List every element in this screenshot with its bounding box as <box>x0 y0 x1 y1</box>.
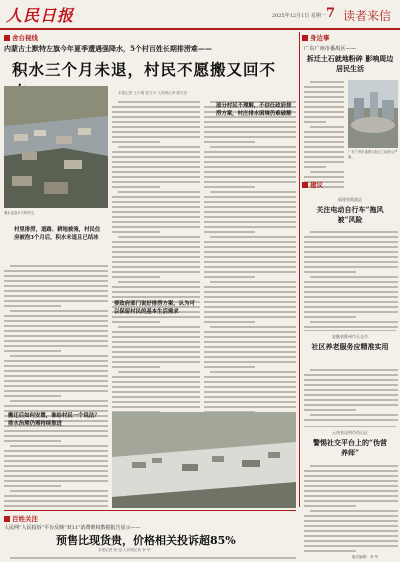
text-line <box>112 196 200 198</box>
text-line <box>4 455 108 457</box>
suggestion-1-headline: 关注电动自行车“拖风被”风险 <box>316 205 384 224</box>
text-line <box>112 121 200 123</box>
text-line <box>112 406 200 408</box>
text-line <box>310 231 398 233</box>
text-line <box>304 301 398 303</box>
text-line <box>10 490 108 492</box>
text-line <box>310 171 344 173</box>
text-line <box>204 336 296 338</box>
text-line <box>4 485 61 487</box>
text-line <box>112 396 200 398</box>
text-line <box>210 281 296 283</box>
text-line <box>112 176 200 178</box>
text-line <box>204 311 296 313</box>
text-line <box>204 321 255 323</box>
text-line <box>204 301 296 303</box>
text-line <box>112 221 200 223</box>
section-square-icon <box>4 516 10 522</box>
text-line <box>210 371 296 373</box>
bottom-body <box>4 554 296 562</box>
text-line <box>310 414 398 416</box>
text-line <box>112 186 160 188</box>
text-line <box>304 146 344 148</box>
text-line <box>4 350 61 352</box>
text-line <box>112 181 200 183</box>
text-line <box>304 409 356 411</box>
suggestion-1-body <box>304 228 398 328</box>
section-label: 建议 <box>310 181 323 189</box>
text-line <box>4 500 108 502</box>
text-line <box>4 475 108 477</box>
sidebar-body-1 <box>304 78 344 188</box>
text-line <box>204 186 255 188</box>
text-line <box>4 495 108 497</box>
text-line <box>304 291 398 293</box>
page-editor-credit: 版式编辑：李 华 <box>352 555 379 559</box>
text-line <box>112 246 200 248</box>
text-line <box>4 390 108 392</box>
text-line <box>304 166 326 168</box>
text-line <box>304 296 398 298</box>
text-line <box>204 346 296 348</box>
text-line <box>204 256 296 258</box>
sidebar-headline-top: 拆迁土石就地粉碎 影响周边居民生活 <box>306 54 394 73</box>
text-line <box>4 275 108 277</box>
text-line <box>204 246 296 248</box>
text-line <box>304 505 356 507</box>
text-line <box>204 241 296 243</box>
text-line <box>204 126 296 128</box>
flood-aerial-photo <box>4 86 108 208</box>
text-line <box>204 341 296 343</box>
text-line <box>304 394 398 396</box>
text-line <box>204 171 296 173</box>
text-line <box>204 406 296 408</box>
suggestion-3-kicker: 云南省昆明市西山区 <box>332 430 368 435</box>
text-line <box>304 384 398 386</box>
text-line <box>204 176 296 178</box>
text-line <box>204 276 255 278</box>
text-line <box>204 386 296 388</box>
subhead-2: 部分村民不理解，不信任政府排涝方案，村庄排水困境仍难破解 <box>216 103 292 117</box>
section-tag-sidebar-top <box>302 33 330 42</box>
page-number: 7 <box>326 6 336 21</box>
text-line <box>210 146 296 148</box>
text-line <box>204 181 296 183</box>
text-line <box>304 121 326 123</box>
text-line <box>204 396 296 398</box>
text-line <box>304 545 398 547</box>
text-line <box>112 351 200 353</box>
text-line <box>204 401 296 403</box>
text-line <box>4 320 108 322</box>
text-line <box>304 306 398 308</box>
text-line <box>112 111 200 113</box>
text-line <box>204 316 296 318</box>
text-line <box>310 465 398 467</box>
text-line <box>204 221 296 223</box>
text-line <box>304 490 398 492</box>
text-line <box>304 495 398 497</box>
text-line <box>4 505 108 507</box>
text-line <box>304 96 344 98</box>
text-line <box>304 266 398 268</box>
bottom-story-divider <box>4 510 296 511</box>
text-line <box>4 280 108 282</box>
text-line <box>304 246 398 248</box>
text-line <box>304 419 398 421</box>
text-line <box>4 450 108 452</box>
text-line <box>304 379 398 381</box>
text-line <box>304 399 398 401</box>
suggestion-2-body <box>304 366 398 424</box>
text-line <box>4 270 108 272</box>
text-line <box>10 355 108 357</box>
text-line <box>4 480 108 482</box>
text-line <box>112 131 200 133</box>
text-line <box>112 216 200 218</box>
text-line <box>112 231 160 233</box>
text-line <box>304 136 344 138</box>
text-line <box>204 121 296 123</box>
text-line <box>4 315 108 317</box>
text-line <box>304 241 398 243</box>
text-line <box>310 510 398 512</box>
text-line <box>4 340 108 342</box>
section-label: 身边事 <box>310 34 330 42</box>
text-line <box>204 211 296 213</box>
bottom-byline: 本报记者 张 旭 人民网记者 李 华 <box>98 548 151 552</box>
text-line <box>204 216 296 218</box>
text-line <box>304 141 344 143</box>
text-line <box>112 226 200 228</box>
suggestion-2-headline: 社区养老服务应精准实用 <box>311 342 389 351</box>
text-line <box>304 326 398 328</box>
text-line <box>304 500 398 502</box>
text-line <box>204 131 296 133</box>
sidebar-separator-2 <box>304 426 396 427</box>
issue-date: 2025年12月1日 星期一 <box>272 13 326 19</box>
bottom-headline: 预售比现货贵，价格相关投诉超85% <box>56 534 236 547</box>
text-line <box>4 305 61 307</box>
text-line <box>310 126 344 128</box>
text-line <box>204 261 296 263</box>
text-line <box>304 271 356 273</box>
text-line <box>112 296 200 298</box>
text-line <box>112 141 160 143</box>
text-line <box>210 236 296 238</box>
text-line <box>304 389 398 391</box>
newspaper-logo: 人民日报 <box>6 6 75 25</box>
text-line <box>112 391 200 393</box>
text-line <box>112 171 200 173</box>
text-line <box>304 520 398 522</box>
text-line <box>304 156 344 158</box>
text-line <box>204 161 296 163</box>
text-line <box>204 296 296 298</box>
text-line <box>310 321 398 323</box>
text-line <box>112 266 200 268</box>
text-line <box>118 146 200 148</box>
text-line <box>204 356 296 358</box>
section-square-icon <box>302 182 308 188</box>
text-line <box>304 106 344 108</box>
text-line <box>304 161 344 163</box>
text-line <box>4 440 61 442</box>
text-line <box>112 126 200 128</box>
text-line <box>112 361 200 363</box>
text-line <box>304 236 398 238</box>
text-line <box>4 430 108 432</box>
text-line <box>304 470 398 472</box>
text-line <box>310 369 398 371</box>
section-label: 百姓关注 <box>12 515 38 523</box>
text-line <box>112 356 200 358</box>
section-tag-main <box>4 33 38 42</box>
section-square-icon <box>4 35 10 41</box>
text-line <box>112 211 200 213</box>
text-line <box>304 116 344 118</box>
text-line <box>304 111 344 113</box>
text-line <box>204 251 296 253</box>
text-line <box>10 310 108 312</box>
text-line <box>4 380 108 382</box>
text-line <box>4 360 108 362</box>
text-line <box>4 325 108 327</box>
text-line <box>304 374 398 376</box>
village-flood-photo <box>112 412 296 508</box>
text-line <box>112 261 200 263</box>
main-byline: 本报记者 王小明 张文平 人民网记者 陈宏亮 <box>118 91 188 95</box>
suggestion-2-kicker: 安徽省滁州市天长市 <box>332 334 368 339</box>
text-line <box>10 557 296 559</box>
text-line <box>4 405 108 407</box>
text-line <box>118 191 200 193</box>
text-line <box>204 151 296 153</box>
construction-dust-photo <box>348 80 398 148</box>
text-line <box>304 525 398 527</box>
text-line <box>304 480 398 482</box>
text-line <box>112 341 200 343</box>
photo-caption-main: 遭水浸泡多日的村庄。 <box>4 211 37 215</box>
text-line <box>112 256 200 258</box>
text-line <box>4 385 108 387</box>
text-line <box>204 351 296 353</box>
text-line <box>112 251 200 253</box>
text-line <box>112 116 200 118</box>
text-line <box>304 475 398 477</box>
text-line <box>204 226 296 228</box>
text-line <box>304 131 344 133</box>
text-line <box>4 465 108 467</box>
text-line <box>204 271 296 273</box>
subhead-4: 搬迁后如何安置，谁给村民一个说法？排水治理仍需持续推进 <box>8 413 100 427</box>
text-line <box>10 445 108 447</box>
text-line <box>304 151 344 153</box>
text-line <box>4 285 108 287</box>
text-line <box>310 276 398 278</box>
text-line <box>204 196 296 198</box>
text-line <box>112 316 200 318</box>
text-line <box>210 326 296 328</box>
text-line <box>304 86 344 88</box>
text-line <box>4 375 108 377</box>
main-kicker: 内蒙古土默特左旗今年夏季遭遇强降水，5个村百姓长期排涝难—— <box>4 44 212 53</box>
text-line <box>204 206 296 208</box>
text-line <box>204 291 296 293</box>
text-line <box>4 365 108 367</box>
main-body-col-1 <box>4 262 108 507</box>
text-line <box>112 276 160 278</box>
text-line <box>4 330 108 332</box>
text-line <box>118 101 200 103</box>
text-line <box>304 311 398 313</box>
suggestion-3-headline: 警惕社交平台上的“伪营养师” <box>312 438 388 457</box>
suggestion-3-body <box>304 462 398 552</box>
subhead-1: 村里排涝，道路、耕地被淹，村民住房被泡3个月后，积水未退且已结冰 <box>14 227 101 241</box>
text-line <box>304 261 398 263</box>
text-line <box>204 381 296 383</box>
text-line <box>112 201 200 203</box>
text-line <box>304 316 356 318</box>
text-line <box>112 151 200 153</box>
text-line <box>112 401 200 403</box>
text-line <box>10 265 108 267</box>
text-line <box>304 485 398 487</box>
text-line <box>112 206 200 208</box>
text-line <box>204 361 296 363</box>
text-line <box>204 136 296 138</box>
text-line <box>112 106 200 108</box>
text-line <box>118 371 200 373</box>
text-line <box>118 281 200 283</box>
main-headline: 积水三个月未退，村民不愿搬又回不 <box>12 60 277 79</box>
text-line <box>304 535 398 537</box>
text-line <box>204 231 255 233</box>
text-line <box>304 176 344 178</box>
text-line <box>204 201 296 203</box>
text-line <box>204 306 296 308</box>
text-line <box>4 460 108 462</box>
text-line <box>4 435 108 437</box>
text-line <box>112 346 200 348</box>
text-line <box>304 91 344 93</box>
text-line <box>204 141 255 143</box>
text-line <box>112 386 200 388</box>
subhead-3: 要政府部门说好排涝方案，认为可以保留村民的基本生活需求 <box>114 301 195 315</box>
text-line <box>4 395 61 397</box>
text-line <box>204 166 296 168</box>
text-line <box>204 286 296 288</box>
sidebar-kicker: 广东广州市番禺区—— <box>304 46 356 52</box>
text-line <box>304 540 398 542</box>
text-line <box>304 256 398 258</box>
text-line <box>112 321 160 323</box>
text-line <box>304 286 398 288</box>
text-line <box>304 550 356 552</box>
text-line <box>112 161 200 163</box>
text-line <box>118 236 200 238</box>
text-line <box>4 290 108 292</box>
text-line <box>304 404 398 406</box>
text-line <box>310 81 344 83</box>
text-line <box>10 400 108 402</box>
section-label: 舍台视线 <box>12 34 38 42</box>
section-tag-bottom <box>4 514 38 523</box>
text-line <box>112 241 200 243</box>
text-line <box>304 530 398 532</box>
text-line <box>204 391 296 393</box>
section-square-icon <box>302 35 308 41</box>
text-line <box>4 335 108 337</box>
text-line <box>112 331 200 333</box>
text-line <box>4 345 108 347</box>
masthead <box>0 0 400 30</box>
text-line <box>304 515 398 517</box>
text-line <box>204 366 255 368</box>
text-line <box>118 326 200 328</box>
suggestion-1-kicker: 福建省霞浦县 <box>338 197 362 202</box>
text-line <box>112 136 200 138</box>
section-tag-suggestion <box>302 180 323 189</box>
text-line <box>112 156 200 158</box>
text-line <box>304 251 398 253</box>
text-line <box>112 291 200 293</box>
text-line <box>204 266 296 268</box>
text-line <box>210 191 296 193</box>
bottom-kicker: 人民网“人民投诉”平台反映“双11”消费维权数据报告显示—— <box>4 525 141 531</box>
text-line <box>112 286 200 288</box>
text-line <box>112 366 160 368</box>
text-line <box>304 281 398 283</box>
page-title: 读者来信 <box>343 9 392 23</box>
text-line <box>112 381 200 383</box>
text-line <box>112 271 200 273</box>
sidebar-divider <box>299 32 300 507</box>
text-line <box>112 376 200 378</box>
text-line <box>204 376 296 378</box>
text-line <box>112 336 200 338</box>
sidebar-photo-caption: 广东广州市番禺区拆迁工地扬尘严重。 <box>348 150 398 159</box>
text-line <box>4 300 108 302</box>
text-line <box>204 156 296 158</box>
text-line <box>4 295 108 297</box>
text-line <box>204 331 296 333</box>
text-line <box>304 101 344 103</box>
text-line <box>4 370 108 372</box>
text-line <box>4 470 108 472</box>
text-line <box>112 166 200 168</box>
sidebar-separator-1 <box>304 330 396 331</box>
